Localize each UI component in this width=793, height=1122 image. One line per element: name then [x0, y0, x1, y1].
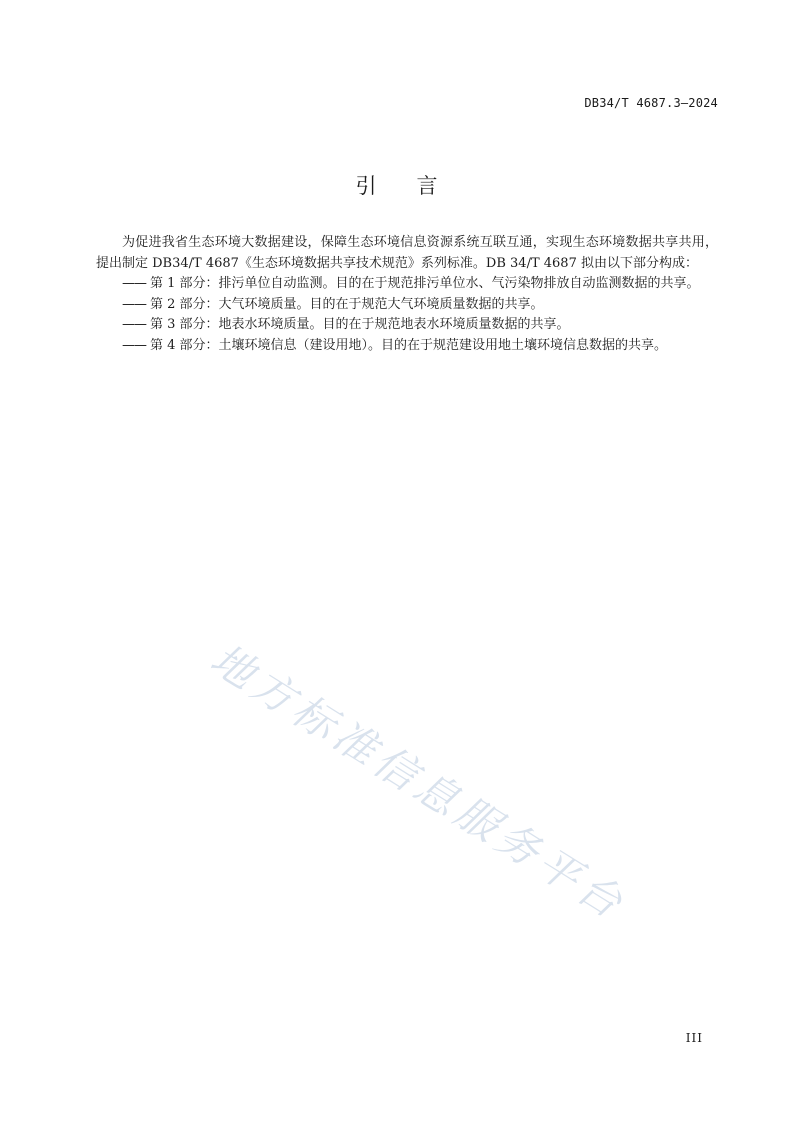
dash-marker: —— [122, 296, 146, 312]
standard-code: DB34/T 4687.3—2024 [584, 96, 718, 110]
part-2-text: 第 2 部分：大气环境质量。目的在于规范大气环境质量数据的共享。 [150, 296, 544, 312]
dash-marker: —— [122, 337, 146, 353]
page-number: III [685, 1031, 703, 1045]
page-title: 引言 [355, 174, 478, 198]
dash-marker: —— [122, 276, 146, 291]
part-4-text: 第 4 部分：土壤环境信息（建设用地）。目的在于规范建设用地土壤环境信息数据的共享。 [150, 337, 668, 353]
list-item [96, 295, 718, 316]
list-item [96, 274, 718, 295]
dash-marker: —— [122, 317, 146, 332]
parts-list [96, 274, 718, 356]
list-item [96, 336, 718, 357]
part-1-text: 第 1 部分：排污单位自动监测。目的在于规范排污单位水、气污染物排放自动监测数据的共享。 [150, 276, 700, 291]
watermark: 地方标准信息服务平台 [202, 634, 636, 931]
document-body [96, 233, 718, 356]
list-item [96, 315, 718, 336]
part-3-text: 第 3 部分：地表水环境质量。目的在于规范地表水环境质量数据的共享。 [150, 317, 570, 332]
intro-paragraph: 为促进我省生态环境大数据建设，保障生态环境信息资源系统互联互通，实现生态环境数据共享共用，提出制定 DB34/T 4687《生态环境数据共享技术规范》系列标准。DB 34/T 4687 拟由以下部分构成： [96, 235, 718, 271]
